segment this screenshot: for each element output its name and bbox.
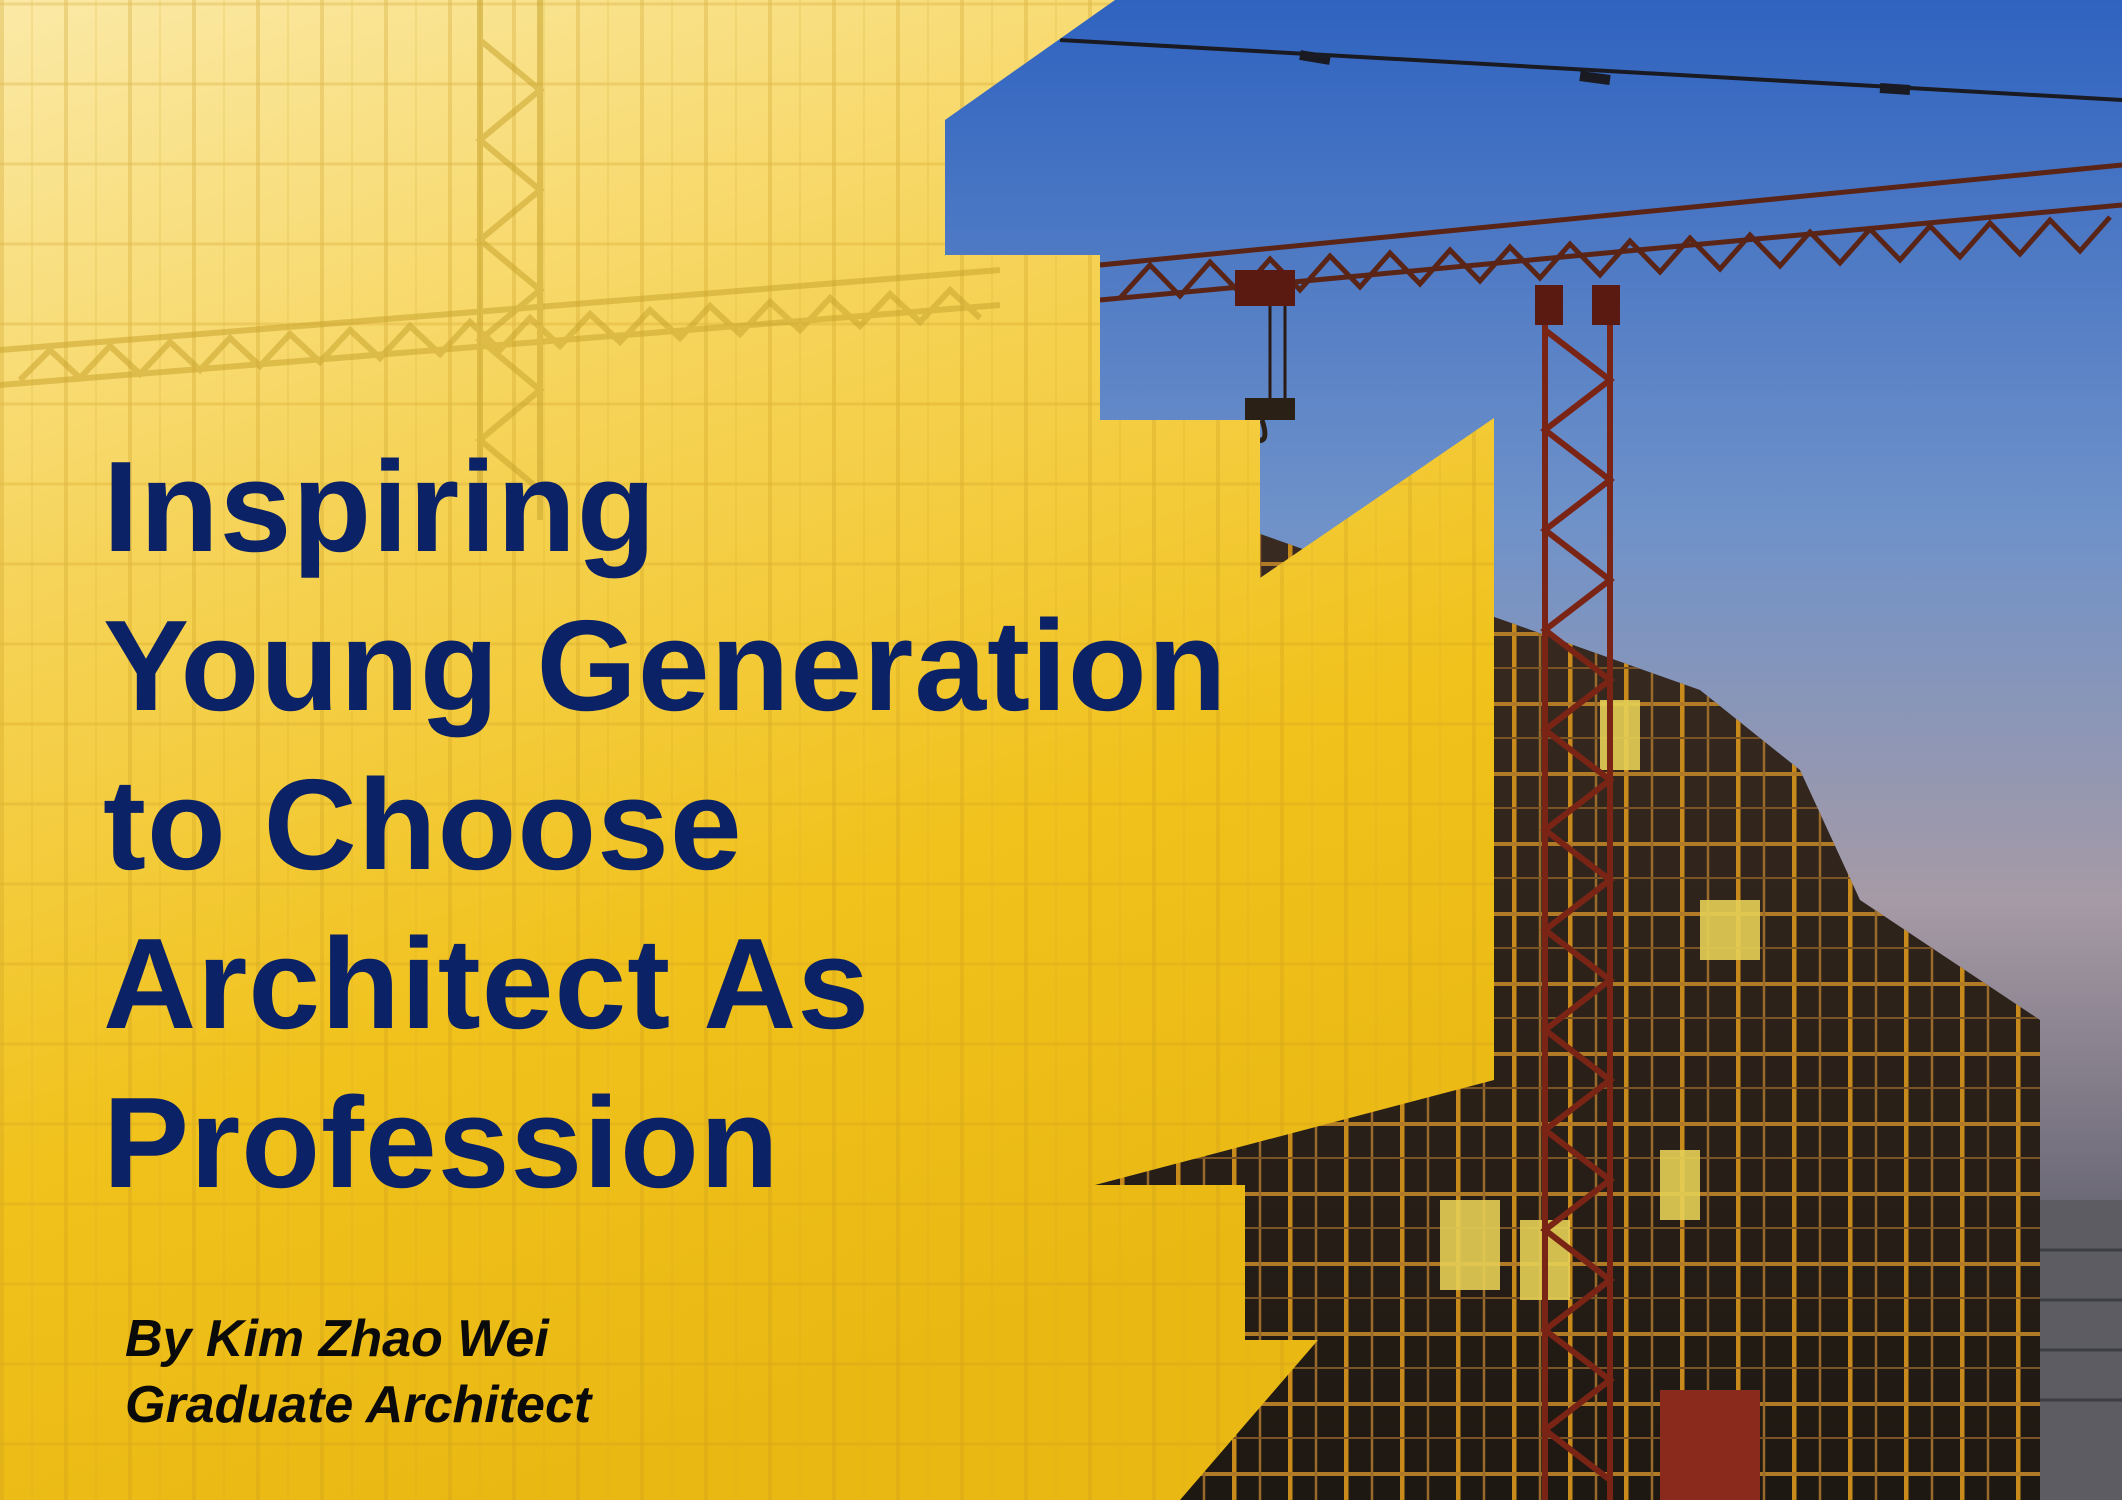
byline: [125, 1306, 591, 1438]
headline-line: Profession: [103, 1071, 780, 1215]
headline-line: Young Generation: [103, 594, 1228, 738]
headline-line: Inspiring: [103, 435, 657, 579]
author-role: Graduate Architect: [125, 1376, 592, 1434]
headline-line: Architect As: [103, 912, 871, 1056]
headline-line: to Choose: [103, 753, 743, 897]
page-title: [103, 428, 1227, 1223]
author-name: By Kim Zhao Wei: [125, 1310, 549, 1368]
